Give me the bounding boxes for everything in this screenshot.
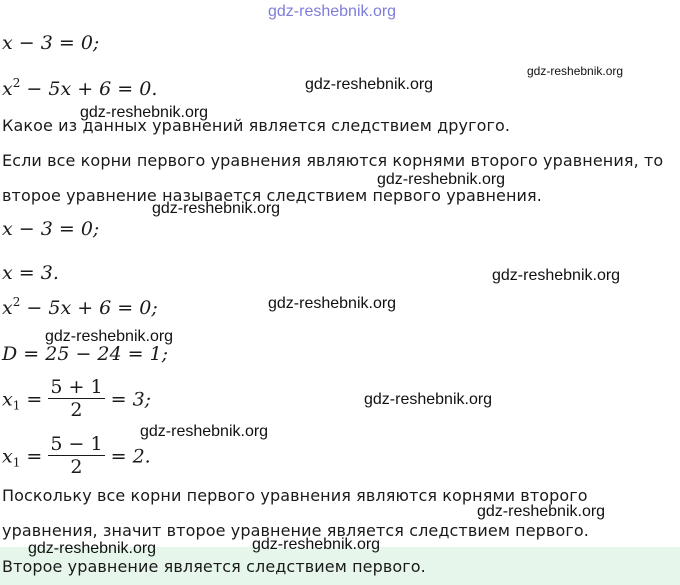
- equation-tail: = 3;: [110, 388, 152, 411]
- fraction-denominator: 2: [70, 399, 83, 421]
- equation-subscript: 1: [12, 455, 21, 470]
- equation-variable: x: [2, 262, 13, 284]
- equation-equals: =: [26, 445, 43, 468]
- watermark: gdz-reshebnik.org: [28, 540, 157, 557]
- question-text: Какое из данных уравнений является следствием другого.: [2, 116, 511, 135]
- watermark: gdz-reshebnik.org: [140, 423, 269, 440]
- watermark: gdz-reshebnik.org: [527, 64, 624, 78]
- watermark: gdz-reshebnik.org: [305, 76, 434, 93]
- watermark: gdz-reshebnik.org: [268, 295, 397, 312]
- answer-text: Второе уравнение является следствием первого.: [2, 557, 426, 576]
- definition-line-1: Если все корни первого уравнения являются корнями второго уравнения, то: [2, 151, 664, 170]
- watermark: gdz-reshebnik.org: [492, 267, 621, 284]
- conclusion-line-2: уравнения, значит второе уравнение является следствием первого.: [2, 521, 589, 540]
- equation-variable: x: [2, 218, 13, 240]
- equation-variable: x: [2, 78, 13, 100]
- equation-line: [2, 378, 151, 423]
- equation-equals: =: [26, 388, 43, 411]
- watermark: gdz-reshebnik.org: [252, 536, 381, 553]
- equation-line: [2, 76, 157, 100]
- equation-variable: D: [2, 343, 18, 365]
- equation-variable: x: [2, 297, 13, 319]
- equation-exponent: 2: [12, 76, 21, 90]
- watermark: gdz-reshebnik.org: [377, 171, 506, 188]
- fraction-denominator: 2: [70, 456, 83, 478]
- equation-variable: x: [2, 445, 13, 468]
- equation-body: − 5x + 6 = 0.: [26, 78, 158, 100]
- conclusion-line-1: Поскольку все корни первого уравнения являются корнями второго: [2, 486, 588, 505]
- equation-body: − 5x + 6 = 0;: [26, 297, 158, 319]
- equation-variable: x: [2, 388, 13, 411]
- definition-line-2: второе уравнение называется следствием первого уравнения.: [2, 186, 542, 205]
- watermark: gdz-reshebnik.org: [152, 200, 281, 217]
- equation-line: [2, 343, 168, 365]
- watermark: gdz-reshebnik.org: [80, 104, 209, 121]
- equation-tail: = 2.: [110, 445, 151, 468]
- watermark: gdz-reshebnik.org: [477, 503, 606, 520]
- equation-line: [2, 435, 151, 480]
- watermark: gdz-reshebnik.org: [45, 328, 174, 345]
- watermark-top: gdz-reshebnik.org: [268, 3, 397, 20]
- fraction: [48, 376, 104, 421]
- equation-variable: x: [2, 32, 13, 54]
- equation-exponent: 2: [12, 295, 21, 309]
- fraction-numerator: 5 − 1: [50, 433, 103, 455]
- equation-body: − 3 = 0;: [18, 32, 100, 54]
- equation-line: [2, 32, 99, 54]
- equation-subscript: 1: [12, 398, 21, 413]
- equation-body: = 25 − 24 = 1;: [23, 343, 169, 365]
- fraction-numerator: 5 + 1: [50, 376, 103, 398]
- equation-line: [2, 295, 158, 319]
- equation-line: [2, 218, 99, 240]
- fraction: [48, 433, 104, 478]
- equation-line: [2, 262, 59, 284]
- watermark: gdz-reshebnik.org: [364, 391, 493, 408]
- equation-body: − 3 = 0;: [18, 218, 100, 240]
- equation-body: = 3.: [18, 262, 59, 284]
